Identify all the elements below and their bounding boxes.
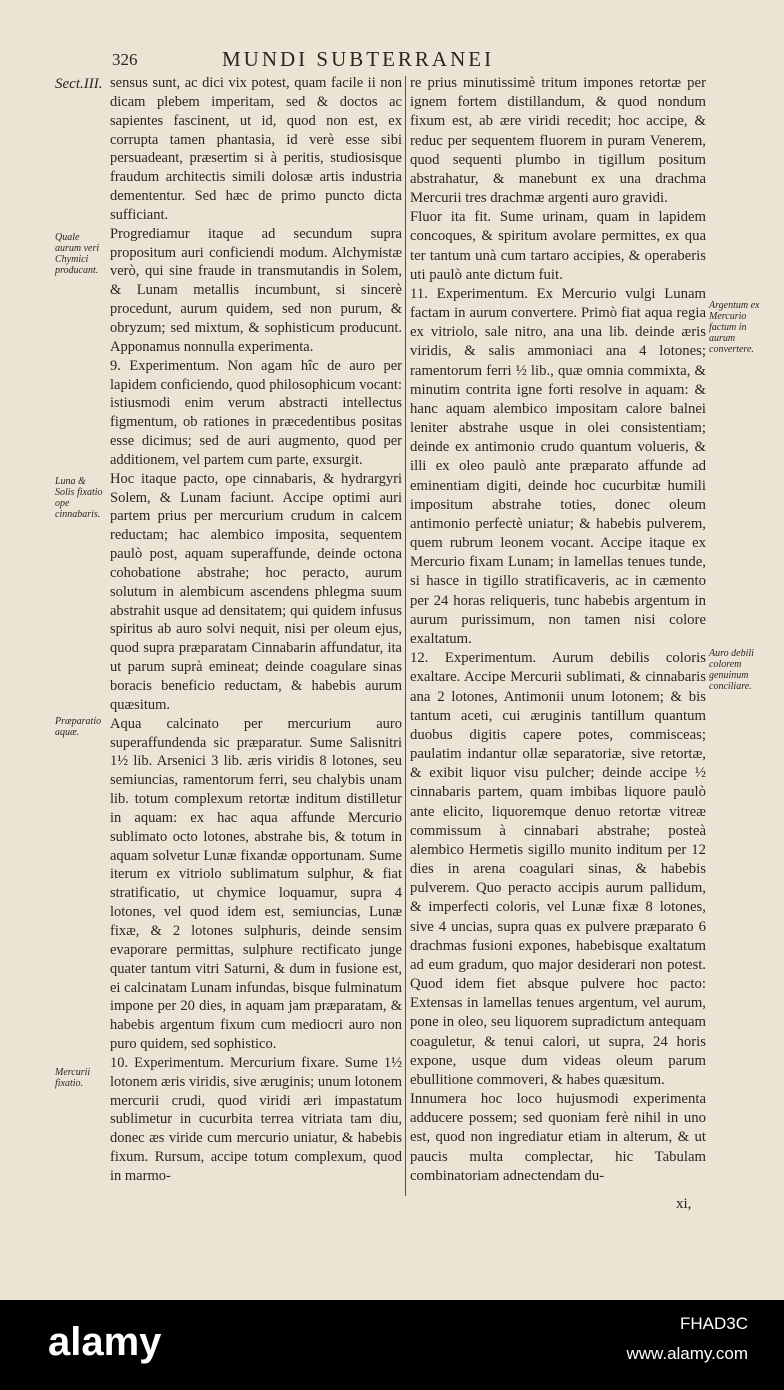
paragraph: 9. Experimentum. Non agam hîc de auro per lapidem conficiendo, quod philosophicum vocant: istiusmodi enim verum abstracti intellectus figmentum, ob rationes in præcedentibus positas esse dicimus; sed de auri augmento, quod per additionem, vel partem cum parte, exsurgit.	[110, 357, 402, 468]
stock-watermark-band	[0, 1300, 784, 1390]
brand-logo: alamy	[48, 1320, 162, 1364]
paragraph: Aqua calcinato per mercurium auro superaffundenda sic præparatur. Sume Salisnitri 1½ lib. Arsenici 3 lib. æris viridis 8 lotones, seu semiuncias, ramentorum ferri, seu chalybis unam lib. totum complexum retortæ inditum distilletur in aquam: ex hac aqua affunde Mercurio sublimato octo lotones, abstrahe bis, & totum in aquam solvetur Lunæ fixandæ opportunam. Sume iterum ex vitriolo sublimatum sulphur, & fiat stratificatio, ut chymice loquamur, supra 4 lotones, vel quod idem est, semiuncias, Lunæ fixæ, & 2 lotones sulphuris, deinde sensim evaporare permittas, sulphure rectificato junge quater tantum vitri Saturni, & dum in fusione est, ei calcinatam Lunam infundas, bisque fulminatum impone per 20 dies, in aquam jam præparatam, & habebis argentum fixum cum mediocri auro non puro quidem, sed sophistico.	[110, 715, 402, 1053]
column-divider	[405, 76, 406, 1196]
left-column	[110, 74, 402, 1186]
site-url: www.alamy.com	[626, 1344, 748, 1363]
margin-note-mercurii: Mercurii fixatio.	[55, 1067, 91, 1089]
running-title: MUNDI SUBTERRANEI	[222, 47, 495, 71]
paragraph: Progrediamur itaque ad secundum supra propositum auri conficiendi modum. Alchymistæ verò, qui sine fraude in transmutandis in Solem, & Lunam metallis incumbunt, si sincerè procedunt, aurum quidem, sed non purum, & obryzum; sed mixtum, & sophisticum producunt. Apponamus nonnulla experimenta.	[110, 225, 402, 355]
page-header	[0, 47, 784, 76]
paragraph: Hoc itaque pacto, ope cinnabaris, & hydrargyri Solem, & Lunam faciunt. Accipe optimi auri partem prius per mercurium crudum in calcem reductam; hac alembico imposita, sequentem paulò post, aquam superaffunde, deinde octona cohobatione abstrahe; hoc peracto, aurum solutum in alembicum ascendens phlegma suum abstrahit usque ad densitatem; qui quidem infusus spiritus ab auro solvi nequit, nisi per oleum ejus, quod supra præparatam Cinnabarin affundatur, ita ut parum suprà emineat; deinde coagulare sinas boracis beneficio reductam, & habebis aurum quæsitum.	[110, 470, 402, 713]
paragraph: 12. Experimentum. Aurum debilis coloris exaltare. Accipe Mercurii sublimati, & cinnabaris ana 2 lotones, Antimonii unum lotonem; & bis tantum aceti, cui æruginis tantillum quantum duobus digitis capere potes, commisceas; paulatim indantur ollæ separatoriæ, sive retortæ, & exibit liquor visu pulcher; deinde accipe ½ cinnabaris partem, quam imbibas liquore paulò ante elicito, liquoremque denuo retortæ vitreæ commissum à cinnabari abstrahe; posteà alembico Hermetis sigillo munito inditum per 12 dies in arena coagulari sinas, & habebis pulverem. Quo peracto accipis aurum pallidum, & imperfecti coloris, vel Lunæ fixæ 8 lotones, sive 4 uncias, supra quas ex pulvere præparato 6 drachmas fusioni expones, habebisque exaltatum ad eum gradum, quo major desiderari non potest. Quod idem fiet absque pulvere hoc pacto: Extensas in lamellas tenues argentum, vel aurum, pone in oleo, seu liquorem supradictum antequam coaguletur, & tenui calori, ut supra, 24 horis expone, usque dum videas oleum parum ebullitione commoveri, & habes quæsitum.	[410, 650, 706, 1088]
margin-note-auro-debili: Auro debili colorem genuinum conciliare.	[709, 648, 754, 692]
right-column	[410, 74, 706, 1186]
margin-note-argentum: Argentum ex Mercurio factum in aurum convertere.	[709, 300, 760, 355]
paragraph: 10. Experimentum. Mercurium fixare. Sume 1½ lotonem æris viridis, sive æruginis; unum lotonem mercurii crudi, quod viridi æri impastatum sublimetur in cucurbita terrea vitriata tam diu, donec æs viride cum mercurio uniatur, & habebis fixum. Rursum, accipe totum complexum, quod in marmo-	[110, 1054, 403, 1184]
paragraph: sensus sunt, ac dici vix potest, quam facile ii non dicam plebem imperitam, sed & doctos ac sapientes fascinent, ut id, quod non est, ex corrupta tamen phantasia, id verè esse sibi persuadeant, præsertim si à peritis, studiosisque fraudum architectis simili dolosæ artis industria demententur. Sed hæc de primo puncto dicta sufficiant.	[110, 75, 402, 223]
page-number: 326	[112, 50, 138, 69]
paragraph: 11. Experimentum. Ex Mercurio vulgi Lunam factam in aurum convertere. Primò fiat aqua regia ex vitriolo, sale nitro, ana una lib. deinde æris viridis, & salis ammoniaci ana 4 lotones; ramentorum ferri ½ lib., quæ omnia commixta, & minutim contrita igne forti resolve in aquam: & hanc aquam alembico impositam calore balnei leniter abstrahe usque in olei consistentiam; deinde ex antimonio crudo quantum volueris, & illi ex oleo paulò ante præparato affunde ad eminentiam digiti, deinde hoc cucurbitæ humili impositum abstrahe toties, donec oleum antimonio perfectè uniatur; & habebis pulverem, quem rubrum leonem vocant. Accipe itaque ex Mercurio fixam Lunam; in lamellas tenues tunde, si hasce in tigillo stratificaveris, ac in cæmento per 24 horas reliqueris, tunc habebis argentum in aurum purissimum, non tamen nisi colore exaltatum.	[410, 285, 706, 647]
image-id: FHAD3C	[679, 1314, 748, 1333]
margin-note-quale-aurum: Quale aurum veri Chymici producant.	[55, 232, 100, 276]
margin-note-luna-solis: Luna & Solis fixatio ope cinnabaris.	[55, 476, 103, 520]
section-label: Sect.III.	[55, 76, 103, 92]
paragraph: re prius minutissimè tritum impones retortæ per ignem fortem distillandum, & quod nondum fixum est, ab ære viridi recedit; hoc accipe, & reduc per sequentem fluorem in puram Venerem, quod sequenti plumbo in tigillum positum abstrahatur, & manebunt ex una drachma Mercurii tres drachmæ argenti auro gravidi.	[410, 75, 706, 207]
paragraph: Innumera hoc loco hujusmodi experimenta adducere possem; sed quoniam ferè nihil in uno est, quod non ingrediatur etiam in alterum, & ut paucis multa complectar, hic Tabulam combinatoriam adnectendam du-	[410, 1091, 706, 1184]
margin-note-praeparatio: Præparatio aquæ.	[55, 716, 102, 738]
catchword: xi,	[676, 1196, 692, 1212]
paragraph: Fluor ita fit. Sume urinam, quam in lapidem concoques, & spiritum avolare permittes, ex qua ter tantum unà cum tartaro accipies, & operaberis uti paulò ante dictum fuit.	[410, 209, 706, 283]
